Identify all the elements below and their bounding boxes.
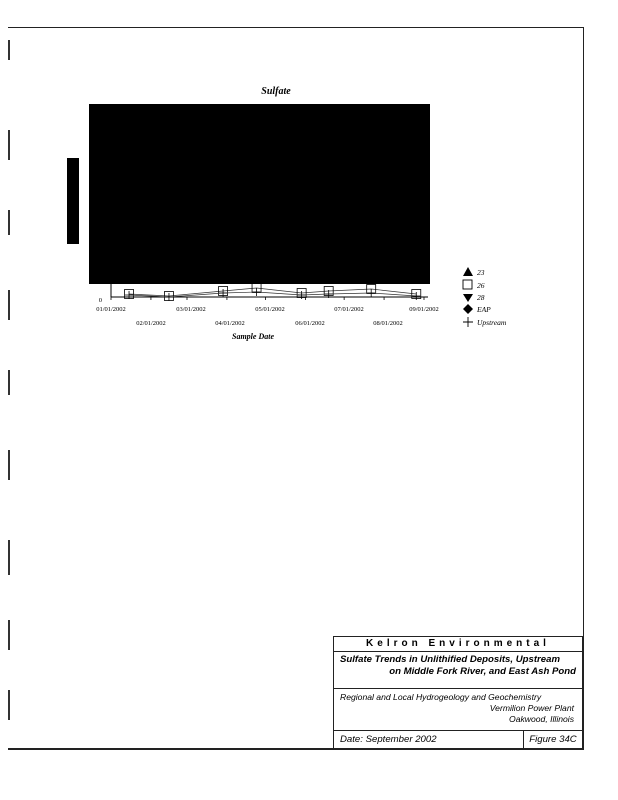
data-point-upstream: [367, 289, 375, 297]
legend-marker-26: [463, 280, 472, 289]
company-name: Kelron Environmental: [334, 637, 582, 652]
x-tick-label-jun: 06/01/2002: [295, 320, 325, 327]
project-info-line-2: Vermilion Power Plant: [489, 703, 574, 713]
legend-label-28: 28: [477, 293, 485, 302]
project-info-line-3: Oakwood, Illinois: [509, 714, 574, 724]
redacted-region: [89, 104, 430, 284]
x-tick-label-jul: 07/01/2002: [334, 306, 364, 313]
data-point-upstream: [253, 288, 261, 296]
x-axis-label: Sample Date: [232, 332, 274, 341]
redacted-y-label: [67, 158, 79, 244]
project-info: [334, 689, 582, 731]
x-tick-label-sep: 09/01/2002: [409, 306, 439, 313]
x-tick-label-jan: 01/01/2002: [96, 306, 126, 313]
data-point-upstream: [165, 293, 173, 301]
x-tick-label-aug: 08/01/2002: [373, 320, 403, 327]
legend-marker-upstream: [463, 317, 473, 327]
title-block: [333, 636, 583, 749]
data-point-upstream: [125, 291, 133, 299]
figure-number: Figure 34C: [529, 734, 577, 745]
figure-title: [334, 652, 582, 689]
legend: [463, 267, 507, 327]
figure-title-line-1: Sulfate Trends in Unlithified Deposits, Upstream: [340, 654, 560, 665]
y-tick-label-0: 0: [98, 297, 102, 304]
legend-label-23: 23: [477, 268, 485, 277]
legend-marker-23: [463, 267, 473, 276]
series-line-26: [129, 288, 416, 296]
legend-label-eap: EAP: [477, 305, 491, 314]
x-tick-label-mar: 03/01/2002: [176, 306, 206, 313]
x-tick-label-feb: 02/01/2002: [136, 320, 166, 327]
date-field: Date: September 2002: [334, 731, 524, 748]
x-tick-label-may: 05/01/2002: [255, 306, 285, 313]
legend-label-26: 26: [477, 281, 485, 290]
x-tick-label-apr: 04/01/2002: [215, 320, 245, 327]
chart-title: Sulfate: [261, 86, 291, 97]
chart-axes: [111, 284, 428, 297]
title-block-footer: [334, 731, 582, 748]
figure-title-line-2: on Middle Fork River, and East Ash Pond: [389, 666, 576, 677]
project-info-line-1: Regional and Local Hydrogeology and Geochemistry: [340, 692, 542, 702]
legend-label-upstream: Upstream: [477, 318, 507, 327]
legend-marker-28: [463, 294, 473, 302]
legend-marker-eap: [463, 304, 473, 314]
series-layer: [125, 284, 421, 302]
